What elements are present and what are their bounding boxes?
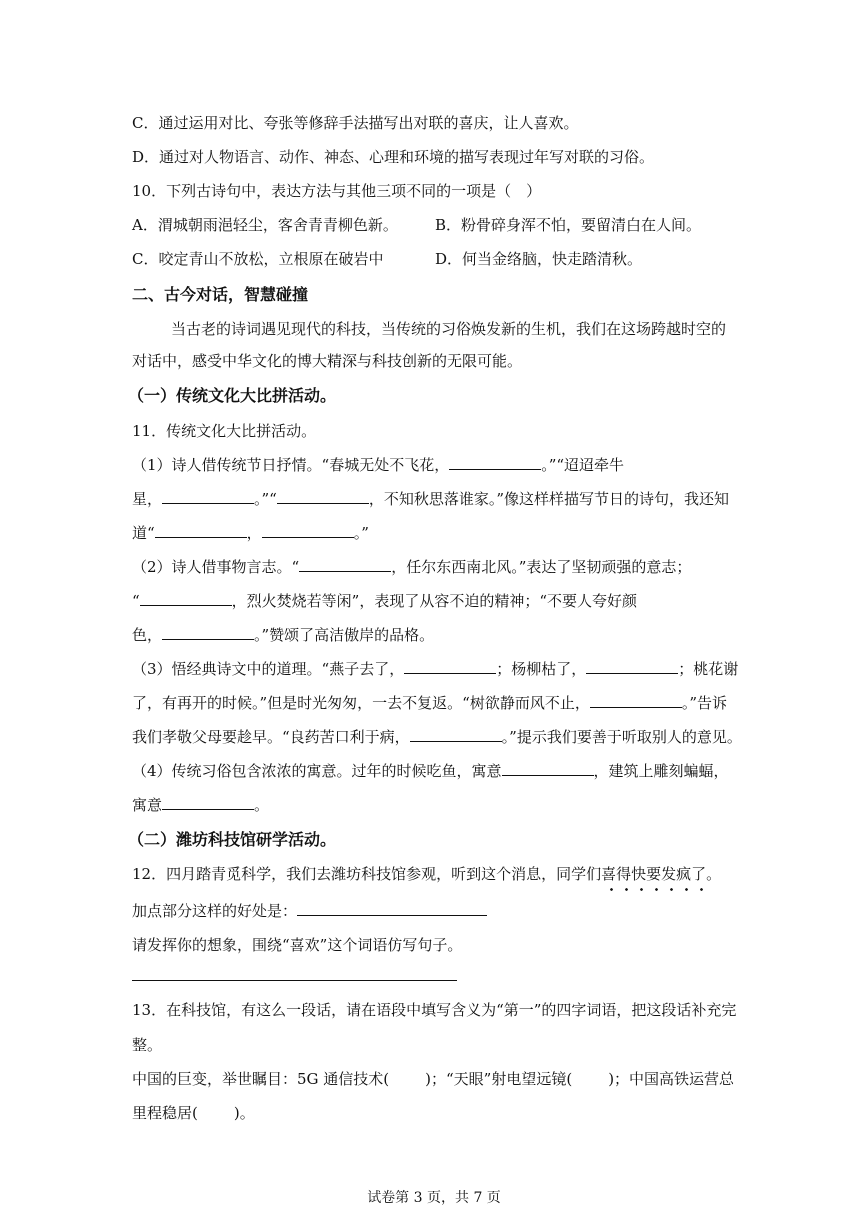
q11-1-line3: 道“ ， 。”: [132, 524, 369, 542]
q12-benefit: 加点部分这样的好处是：: [132, 901, 487, 921]
q13-stem-line1: 13．在科技馆，有这么一段话，请在语段中填写含义为“第一”的四字词语，把这段话补充完: [132, 1001, 737, 1019]
answer-blank[interactable]: [590, 693, 682, 708]
q11-4-line1: （4）传统习俗包含浓浓的寓意。过年的时候吃鱼，寓意 ，建筑上雕刻蝙蝠，: [132, 762, 729, 780]
part2-title: （二）潍坊科技馆研学活动。: [128, 830, 337, 849]
q10-option-b: B．粉骨碎身浑不怕，要留清白在人间。: [435, 216, 702, 234]
q10-option-a: A．渭城朝雨浥轻尘，客舍青青柳色新。: [132, 216, 398, 234]
answer-blank[interactable]: [162, 489, 254, 504]
q11-3-line2: 了，有再开的时候。”但是时光匆匆，一去不复返。“树欲静而风不止， 。”告诉: [132, 694, 728, 712]
q10-option-d: D．何当金络脑，快走踏清秋。: [435, 250, 643, 268]
q12-imitate: 请发挥你的想象，围绕“喜欢”这个词语仿写句子。: [132, 936, 463, 954]
answer-blank[interactable]: [502, 761, 594, 776]
answer-blank[interactable]: [162, 625, 254, 640]
q11-stem: 11．传统文化大比拼活动。: [132, 422, 317, 440]
q11-1-line1: （1）诗人借传统节日抒情。“春城无处不飞花， 。”“迢迢牵牛: [132, 456, 625, 474]
q11-4-line2: 寓意 。: [132, 796, 270, 814]
section-intro-line1: 当古老的诗词遇见现代的科技，当传统的习俗焕发新的生机，我们在这场跨越时空的: [171, 320, 727, 338]
answer-line[interactable]: [132, 980, 457, 981]
section-intro-line2: 对话中，感受中华文化的博大精深与科技创新的无限可能。: [132, 352, 523, 370]
answer-blank[interactable]: [586, 659, 678, 674]
q11-2-line1: （2）诗人借事物言志。“ ，任尔东西南北风。”表达了坚韧顽强的意志；: [132, 558, 692, 576]
answer-blank[interactable]: [155, 523, 247, 538]
answer-blank[interactable]: [262, 523, 354, 538]
q13-stem-line2: 整。: [132, 1036, 163, 1054]
q10-option-c: C．咬定青山不放松，立根原在破岩中: [132, 250, 384, 268]
answer-blank[interactable]: [162, 795, 254, 810]
q11-2-line3: 色， 。”赞颂了高洁傲岸的品格。: [132, 626, 435, 644]
q9-option-d: D．通过对人物语言、动作、神态、心理和环境的描写表现过年写对联的习俗。: [132, 148, 655, 166]
q11-3-line1: （3）悟经典诗文中的道理。“燕子去了， ；杨柳枯了， ；桃花谢: [132, 660, 739, 678]
answer-blank[interactable]: [277, 489, 369, 504]
q11-1-line2: 星， 。”“ ，不知秋思落谁家。”像这样样描写节日的诗句，我还知: [132, 490, 730, 508]
answer-blank[interactable]: [449, 455, 541, 470]
answer-blank[interactable]: [140, 591, 232, 606]
q10-row1: [132, 215, 398, 235]
q10-stem: 10．下列古诗句中，表达方法与其他三项不同的一项是（ ）: [132, 182, 542, 200]
q12-stem: 12．四月踏青觅科学，我们去潍坊科技馆参观，听到这个消息，同学们喜得快要发疯了。: [132, 865, 722, 883]
q11-3-line3: 我们孝敬父母要趁早。“良药苦口利于病， 。”提示我们要善于听取别人的意见。: [132, 728, 742, 746]
answer-blank[interactable]: [404, 659, 496, 674]
answer-blank[interactable]: [299, 557, 391, 572]
q11-2-line2: “ ，烈火焚烧若等闲”，表现了从容不迫的精神；“不要人夸好颜: [132, 592, 638, 610]
section-title: 二、古今对话，智慧碰撞: [132, 285, 309, 304]
q9-option-c: C．通过运用对比、夸张等修辞手法描写出对联的喜庆，让人喜欢。: [132, 114, 579, 132]
part1-title: （一）传统文化大比拼活动。: [128, 386, 337, 405]
answer-blank[interactable]: [297, 901, 487, 916]
answer-blank[interactable]: [410, 727, 502, 742]
q13-passage-line2: 里程稳居( )。: [132, 1104, 255, 1122]
emphasis-dotted-text: 喜得快要发疯了: [601, 865, 707, 883]
page-footer: 试卷第 3 页，共 7 页: [367, 1190, 501, 1206]
q13-passage-line1: 中国的巨变，举世瞩目：5G 通信技术( )；“天眼”射电望远镜( )；中国高铁运营总: [132, 1070, 735, 1088]
